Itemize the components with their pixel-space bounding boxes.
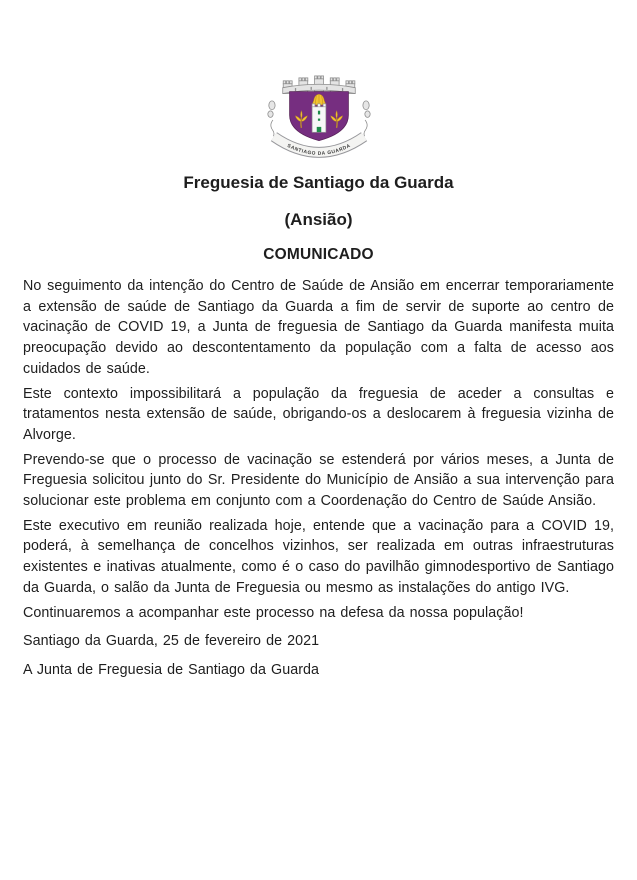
- page-title: Freguesia de Santiago da Guarda: [183, 173, 454, 192]
- date-line: Santiago da Guarda, 25 de fevereiro de 2021: [23, 633, 320, 650]
- document-body: [23, 276, 614, 681]
- side-ornament-right: [362, 101, 369, 136]
- document-type-label: COMUNICADO: [263, 246, 374, 263]
- paragraph-3: Prevendo-se que o processo de vacinação se estenderá por vários meses, a Junta de Freguesia solicitou junto do Sr. Presidente do Município de Ansião a sua intervenção para solucionar este problema em conjunto com a Coordenação do Centro de Saúde Ansião.: [23, 451, 614, 510]
- closing-line: Continuaremos a acompanhar este processo na defesa da nossa população!: [23, 604, 524, 621]
- signature-line: A Junta de Freguesia de Santiago da Guarda: [23, 661, 320, 678]
- page-subtitle: (Ansião): [284, 210, 353, 229]
- mural-crown-icon: [282, 76, 355, 94]
- side-ornament-left: [267, 101, 274, 136]
- communique-document: [0, 72, 637, 880]
- coat-of-arms: [260, 72, 378, 170]
- paragraph-1: No seguimento da intenção do Centro de Saúde de Ansião em encerrar temporariamente a extensão de saúde de Santiago da Guarda a fim de servir de suporte ao centro de vacinação de COVID 19, a Junta de freguesia de Santiago da Guarda manifesta muita preocupação devido ao descontentamento da população com a falta de acesso aos cuidados de saúde.: [23, 278, 614, 377]
- paragraph-4: Este executivo em reunião realizada hoje, entende que a vacinação para a COVID 19, poderá, à semelhança de concelhos vizinhos, ser realizada em outras infraestruturas existentes e inativas atualmente, como é o caso do pavilhão gimnodesportivo de Santiago da Guarda, o salão da Junta de Freguesia ou mesmo as instalações do antigo IVG.: [23, 517, 614, 596]
- paragraph-2: Este contexto impossibilitará a população da freguesia de aceder a consultas e tratamentos nesta extensão de saúde, obrigando-os a deslocarem à freguesia vizinha de Alvorge.: [23, 385, 614, 443]
- ribbon-text: SANTIAGO DA GUARDA: [285, 143, 352, 157]
